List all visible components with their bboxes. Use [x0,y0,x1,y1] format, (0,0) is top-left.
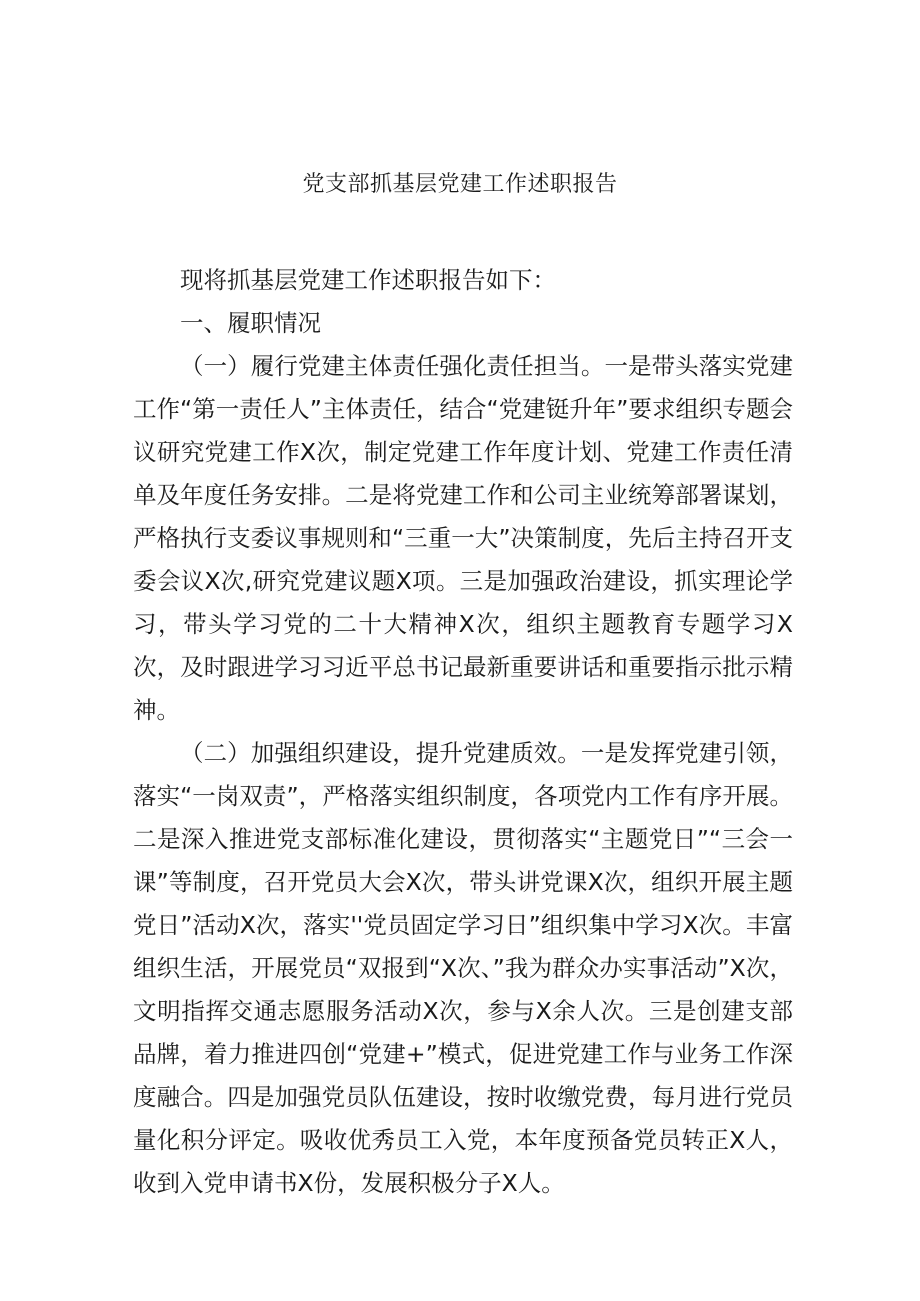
paragraph-1: （一）履行党建主体责任强化责任担当。一是带头落实党建工作“第一责任人”主体责任，结合“党建铤升年”要求组织专题会议研究党建工作X次，制定党建工作年度计划、党建工作责任清单及年度任务安排。二是将党建工作和公司主业统筹部署谋划，严格执行支委议事规则和“三重一大”决策制度，先后主持召开支委会议X次,研究党建议题X项。三是加强政治建设，抓实理论学习，带头学习党的二十大精神X次，组织主题教育专题学习X次，及时跟进学习习近平总书记最新重要讲话和重要指示批示精神。 [133,352,793,724]
document-body [133,259,793,1205]
paragraph-2: （二）加强组织建设，提升党建质效。一是发挥党建引领，落实“一岗双责”，严格落实组织制度，各项党内工作有序开展。二是深入推进党支部标准化建设，贯彻落实“主题党日”“三会一课”等制度，召开党员大会X次，带头讲党课X次，组织开展主题党日”活动X次，落实''党员固定学习日”组织集中学习X次。丰富组织生活，开展党员“双报到“X次、”我为群众办实事活动”X次，文明指挥交通志愿服务活动X次，参与X余人次。三是创建支部品牌，着力推进四创“党建+”模式，促进党建工作与业务工作深度融合。四是加强党员队伍建设，按时收缴党费，每月进行党员量化积分评定。吸收优秀员工入党，本年度预备党员转正X人，收到入党申请书X份，发展积极分子X人。 [133,739,793,1197]
document-title: 党支部抓基层党建工作述职报告 [302,172,618,197]
section-heading: 一、履职情况 [180,309,321,337]
intro-paragraph: 现将抓基层党建工作述职报告如下： [180,266,556,294]
